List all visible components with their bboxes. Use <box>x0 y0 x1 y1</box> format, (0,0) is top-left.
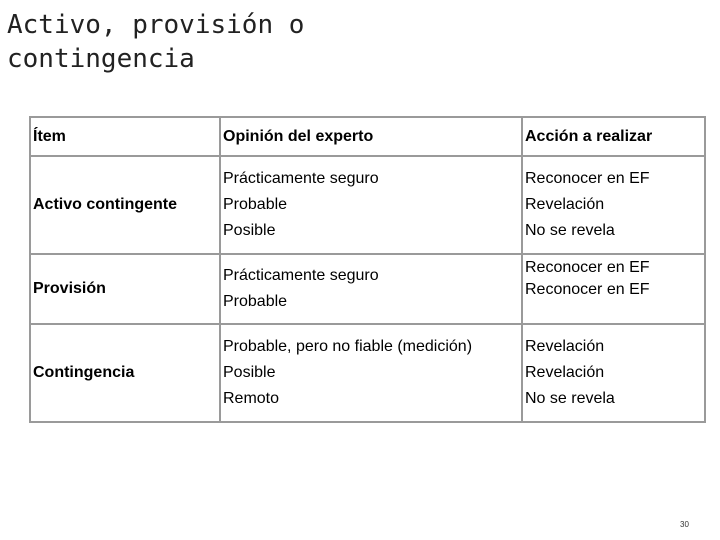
header-item: Ítem <box>30 117 220 156</box>
table-row <box>30 324 705 422</box>
table-row <box>30 156 705 254</box>
row-item-activo-contingente: Activo contingente <box>30 156 220 254</box>
page-number: 30 <box>680 520 689 529</box>
row-item-provision: Provisión <box>30 254 220 324</box>
opinion-cell <box>220 156 522 254</box>
table-header-row <box>30 117 705 156</box>
title-line-2: contingencia <box>7 44 195 74</box>
table-row <box>30 254 705 324</box>
action-line: No se revela <box>525 390 615 407</box>
header-opinion: Opinión del experto <box>220 117 522 156</box>
opinion-cell <box>220 324 522 422</box>
classification-table <box>29 116 706 423</box>
action-line: Reconocer en EF <box>525 259 650 276</box>
opinion-cell <box>220 254 522 324</box>
action-line: Revelación <box>525 364 605 381</box>
row-item-contingencia: Contingencia <box>30 324 220 422</box>
action-line: Revelación <box>525 196 605 213</box>
opinion-line: Probable, pero no fiable (medición) <box>223 338 473 355</box>
action-line: No se revela <box>525 222 615 239</box>
header-action: Acción a realizar <box>522 117 705 156</box>
action-line: Reconocer en EF <box>525 281 650 298</box>
opinion-line: Posible <box>223 364 276 381</box>
opinion-line: Prácticamente seguro <box>223 267 379 284</box>
opinion-line: Posible <box>223 222 276 239</box>
slide-title <box>7 8 427 76</box>
opinion-line: Probable <box>223 293 288 310</box>
opinion-line: Prácticamente seguro <box>223 170 379 187</box>
action-line: Revelación <box>525 338 605 355</box>
action-cell <box>522 254 705 324</box>
title-line-1: Activo, provisión o <box>7 10 305 40</box>
action-line: Reconocer en EF <box>525 170 650 187</box>
opinion-line: Remoto <box>223 390 280 407</box>
opinion-line: Probable <box>223 196 288 213</box>
action-cell <box>522 324 705 422</box>
action-cell <box>522 156 705 254</box>
